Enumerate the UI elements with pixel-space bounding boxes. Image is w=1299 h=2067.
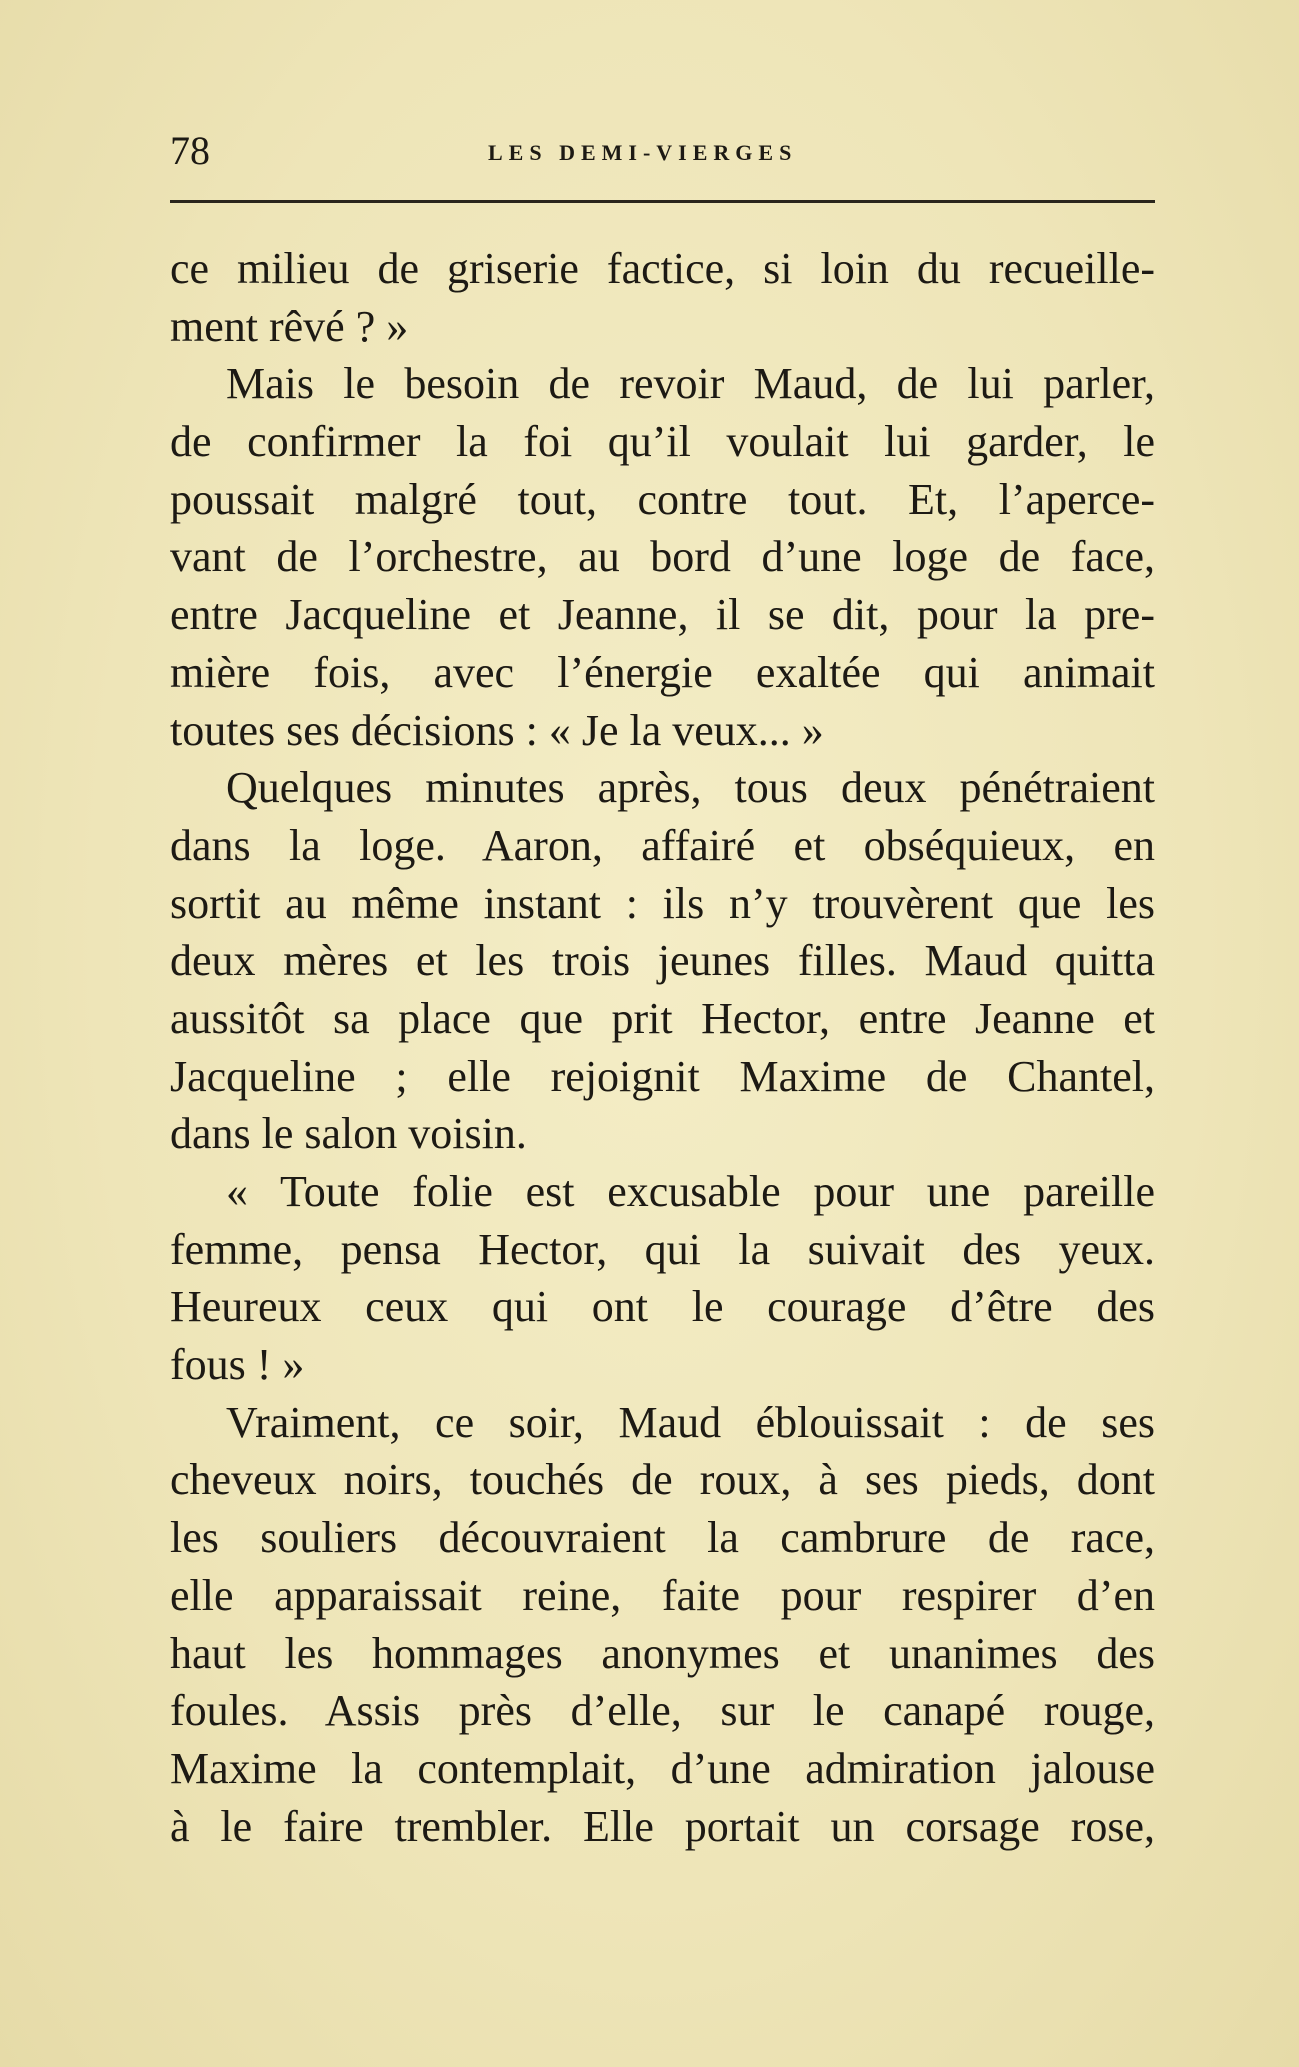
text-line: entre Jacqueline et Jeanne, il se dit, pour la pre- [170,590,1155,640]
text-line: deux mères et les trois jeunes filles. Maud quitta [170,936,1155,986]
text-line: foules. Assis près d’elle, sur le canapé rouge, [170,1686,1155,1736]
text-line: toutes ses décisions : « Je la veux... » [170,705,824,755]
text-line: Quelques minutes après, tous deux pénétraient [226,763,1155,813]
text-line: haut les hommages anonymes et unanimes des [170,1628,1155,1678]
text-line: les souliers découvraient la cambrure de race, [170,1513,1155,1563]
text-line: ce milieu de griserie factice, si loin du recueille- [170,244,1155,293]
text-line: aussitôt sa place que prit Hector, entre Jeanne et [170,993,1155,1043]
text-line: « Toute folie est excusable pour une pareille [226,1167,1155,1216]
text-line: Heureux ceux qui ont le courage d’être des [170,1282,1155,1332]
page-number: 78 [170,128,210,173]
text-line: Maxime la contemplait, d’une admiration jalouse [170,1743,1155,1793]
text-line: à le faire trembler. Elle portait un corsage rose, [170,1801,1155,1851]
text-line: fous ! » [170,1340,305,1390]
text-line: mière fois, avec l’énergie exaltée qui animait [170,647,1155,697]
text-line: femme, pensa Hector, qui la suivait des yeux. [170,1224,1155,1274]
text-line: Mais le besoin de revoir Maud, de lui parler, [226,359,1155,409]
text-line: elle apparaissait reine, faite pour respirer d’en [170,1570,1155,1620]
text-line: vant de l’orchestre, au bord d’une loge de face, [170,532,1155,582]
text-line: dans la loge. Aaron, affairé et obséquieux, en [170,820,1155,870]
text-line: sortit au même instant : ils n’y trouvèrent que les [170,878,1155,928]
text-line: ment rêvé ? » [170,301,409,351]
text-line: dans le salon voisin. [170,1109,527,1159]
text-line: Jacqueline ; elle rejoignit Maxime de Chantel, [170,1051,1155,1101]
text-line: cheveux noirs, touchés de roux, à ses pieds, dont [170,1455,1155,1505]
header-rule [170,200,1155,203]
text-line: de confirmer la foi qu’il voulait lui garder, le [170,417,1155,467]
text-line: poussait malgré tout, contre tout. Et, l’aperce- [170,474,1155,524]
body-text [170,240,1155,1855]
running-head [170,128,1155,188]
text-line: Vraiment, ce soir, Maud éblouissait : de ses [226,1397,1155,1447]
running-title: LES DEMI-VIERGES [488,140,798,165]
